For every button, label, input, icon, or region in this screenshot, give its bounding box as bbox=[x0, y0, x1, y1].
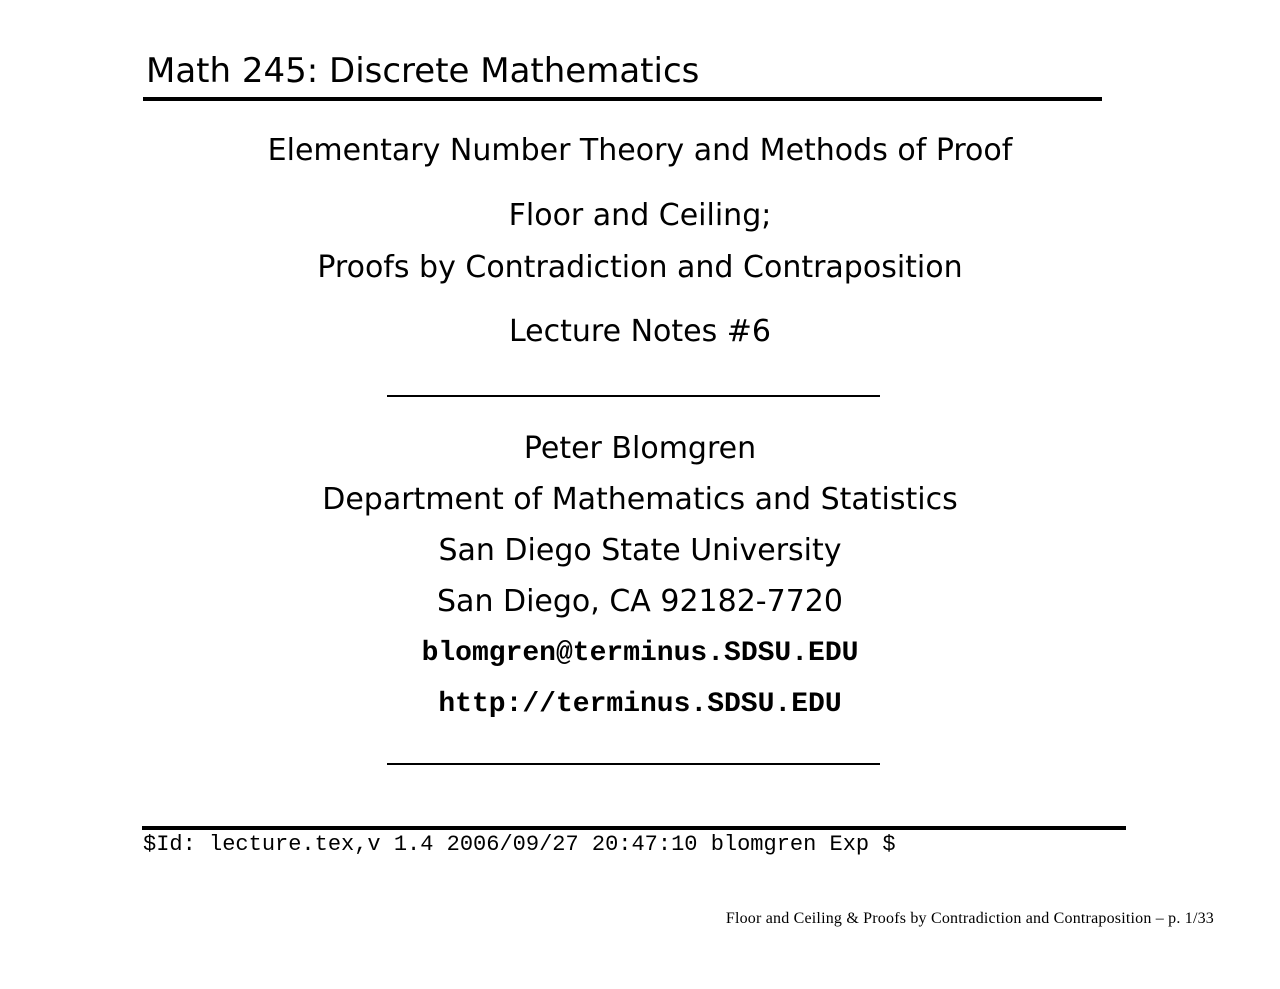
university: San Diego State University bbox=[438, 533, 842, 568]
city-address: San Diego, CA 92182-7720 bbox=[437, 584, 843, 619]
header-rule bbox=[143, 97, 1102, 101]
author-name: Peter Blomgren bbox=[523, 431, 757, 466]
topic-line-1: Floor and Ceiling; bbox=[508, 198, 772, 233]
footer-rule bbox=[142, 826, 1126, 830]
version-id: $Id: lecture.tex,v 1.4 2006/09/27 20:47:10 blomgren Exp $ bbox=[143, 832, 896, 857]
separator-top bbox=[387, 395, 880, 397]
page-footer: Floor and Ceiling & Proofs by Contradiction and Contraposition – p. 1/33 bbox=[725, 910, 1214, 927]
separator-bottom bbox=[387, 763, 880, 765]
subtitle: Elementary Number Theory and Methods of Proof bbox=[267, 133, 1013, 168]
lecture-label: Lecture Notes #6 bbox=[509, 314, 771, 349]
course-title: Math 245: Discrete Mathematics bbox=[146, 51, 700, 91]
website-url[interactable]: http://terminus.SDSU.EDU bbox=[438, 689, 842, 720]
topic-line-2: Proofs by Contradiction and Contraposition bbox=[317, 250, 963, 285]
email-address[interactable]: blomgren@terminus.SDSU.EDU bbox=[421, 638, 859, 669]
department: Department of Mathematics and Statistics bbox=[322, 482, 958, 517]
